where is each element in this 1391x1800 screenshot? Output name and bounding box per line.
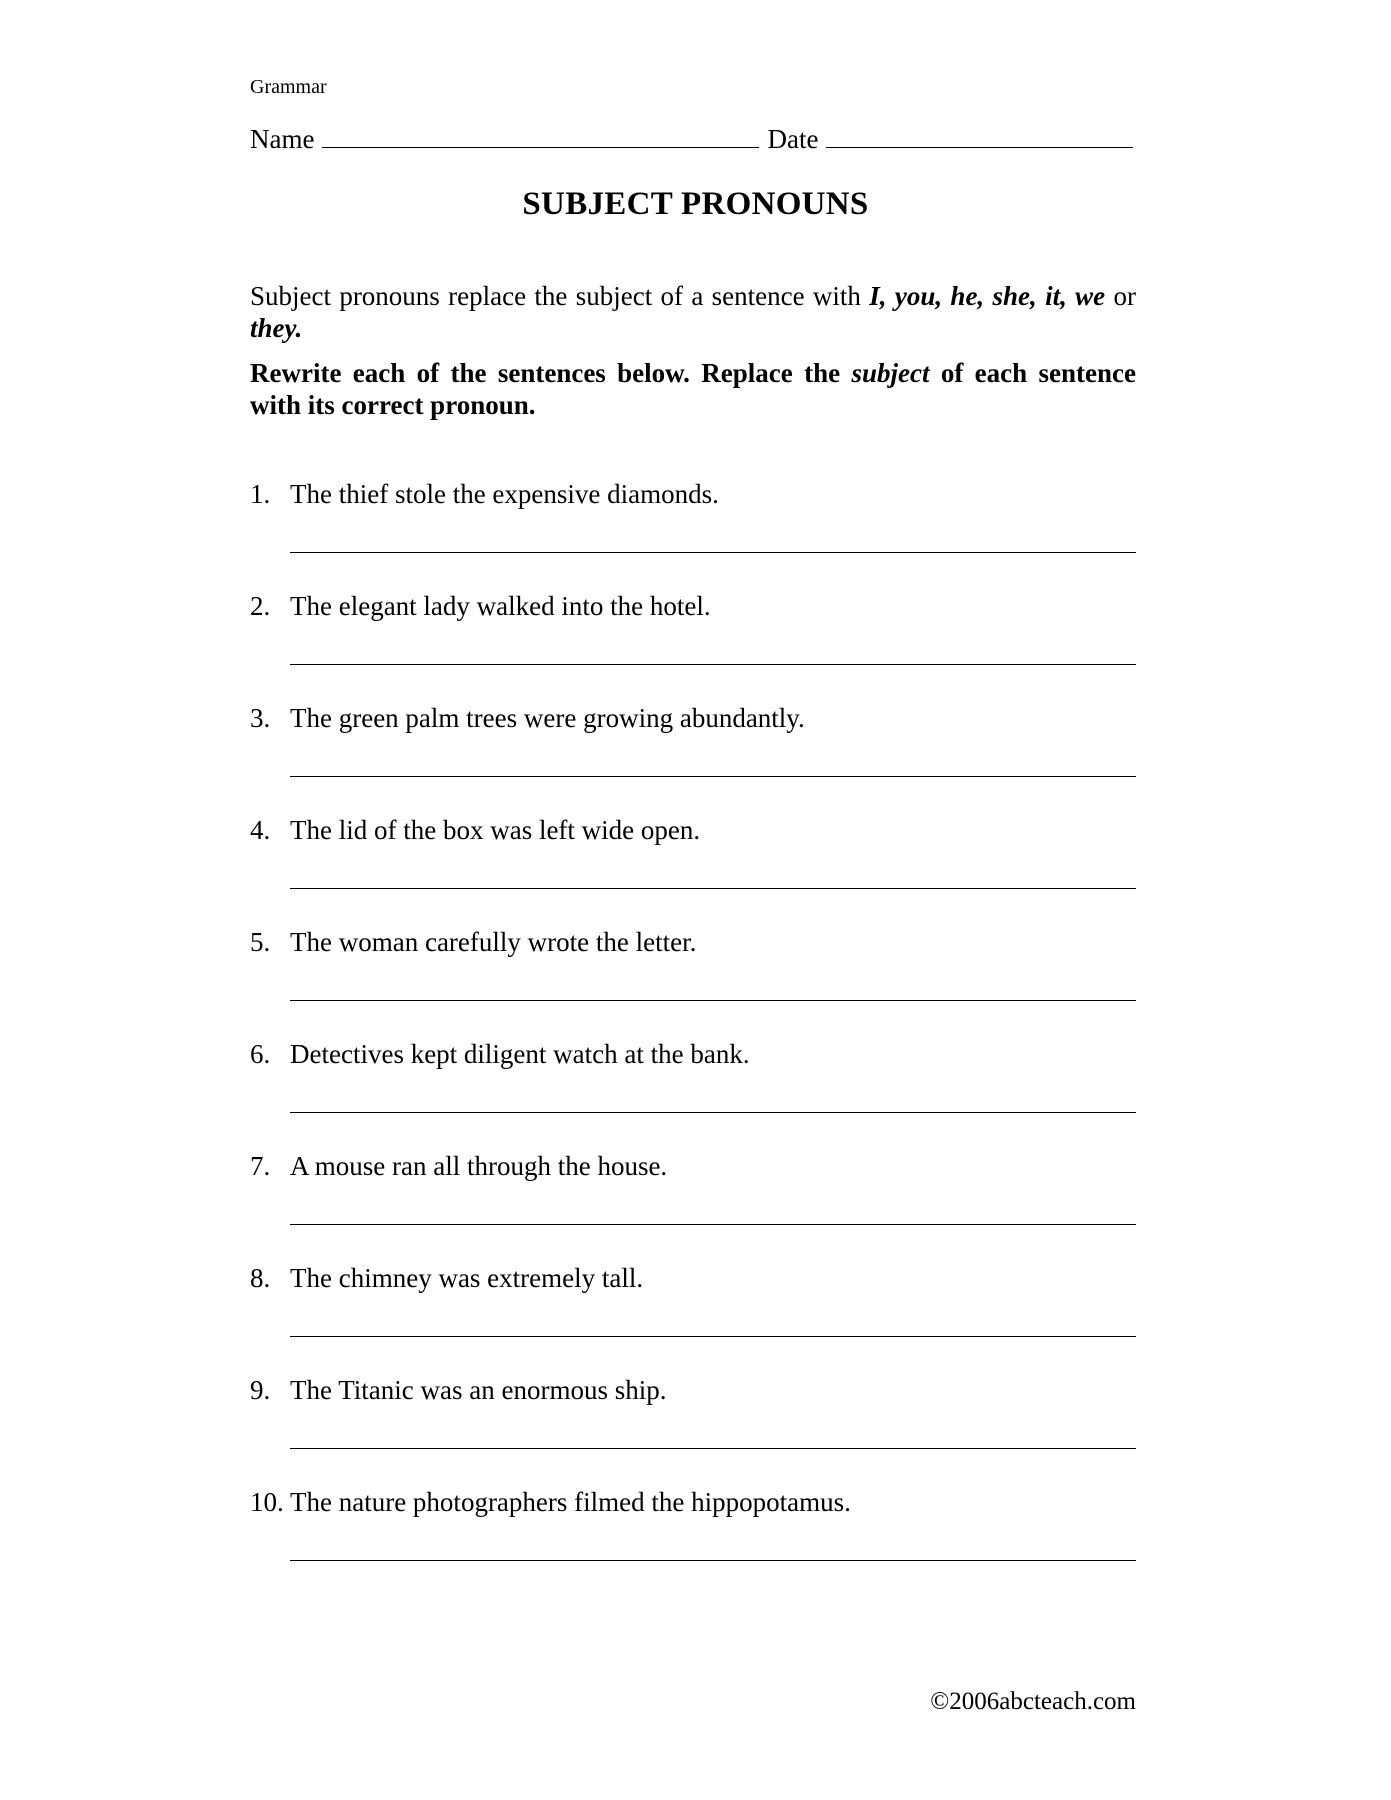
question-number: 4. — [250, 815, 271, 845]
instructions-part1: Rewrite each of the sentences below. Replace the — [250, 358, 852, 388]
question-list — [250, 478, 1136, 1598]
question-text: A mouse ran all through the house. — [290, 1151, 668, 1181]
instructions-emphasis: subject — [851, 358, 930, 388]
answer-line[interactable] — [290, 1448, 1136, 1449]
question-text: Detectives kept diligent watch at the bank. — [290, 1039, 750, 1069]
question-item — [250, 814, 1136, 926]
question-item — [250, 1150, 1136, 1262]
date-label: Date — [767, 124, 819, 154]
instructions-part2: of each sentence with its correct pronoun. — [250, 358, 1136, 420]
answer-line[interactable] — [290, 1112, 1136, 1113]
question-text: The Titanic was an enormous ship. — [290, 1375, 667, 1405]
question-number: 9. — [250, 1375, 271, 1405]
question-text: The chimney was extremely tall. — [290, 1263, 644, 1293]
name-field[interactable] — [322, 125, 759, 148]
question-number: 10. — [250, 1487, 284, 1517]
answer-line[interactable] — [290, 1336, 1136, 1337]
category-label: Grammar — [250, 76, 327, 98]
answer-line[interactable] — [290, 552, 1136, 553]
question-number: 1. — [250, 479, 271, 509]
question-item — [250, 702, 1136, 814]
page-title: SUBJECT PRONOUNS — [522, 186, 869, 222]
instructions-paragraph — [250, 357, 1136, 421]
intro-pronouns: I, you, he, she, it, we — [869, 281, 1106, 311]
question-number: 3. — [250, 703, 271, 733]
question-number: 7. — [250, 1151, 271, 1181]
answer-line[interactable] — [290, 776, 1136, 777]
question-number: 6. — [250, 1039, 271, 1069]
question-text: The lid of the box was left wide open. — [290, 815, 701, 845]
answer-line[interactable] — [290, 888, 1136, 889]
question-text: The nature photographers filmed the hippopotamus. — [290, 1487, 851, 1517]
intro-text-before: Subject pronouns replace the subject of a sentence with — [250, 281, 870, 311]
intro-last-pronoun: they. — [250, 313, 303, 343]
question-item — [250, 1262, 1136, 1374]
question-number: 5. — [250, 927, 271, 957]
question-number: 8. — [250, 1263, 271, 1293]
intro-paragraph — [250, 280, 1136, 344]
answer-line[interactable] — [290, 1000, 1136, 1001]
question-item — [250, 1038, 1136, 1150]
question-text: The green palm trees were growing abundantly. — [290, 703, 805, 733]
answer-line[interactable] — [290, 1560, 1136, 1561]
name-date-line — [250, 124, 1133, 155]
question-item — [250, 1486, 1136, 1598]
question-number: 2. — [250, 591, 271, 621]
question-text: The elegant lady walked into the hotel. — [290, 591, 711, 621]
question-text: The thief stole the expensive diamonds. — [290, 479, 719, 509]
question-item — [250, 1374, 1136, 1486]
name-label: Name — [250, 124, 315, 154]
copyright-notice: ©2006abcteach.com — [930, 1688, 1136, 1715]
question-item — [250, 478, 1136, 590]
answer-line[interactable] — [290, 664, 1136, 665]
intro-text-mid: or — [1105, 281, 1136, 311]
question-text: The woman carefully wrote the letter. — [290, 927, 697, 957]
date-field[interactable] — [826, 125, 1133, 148]
question-item — [250, 926, 1136, 1038]
answer-line[interactable] — [290, 1224, 1136, 1225]
question-item — [250, 590, 1136, 702]
